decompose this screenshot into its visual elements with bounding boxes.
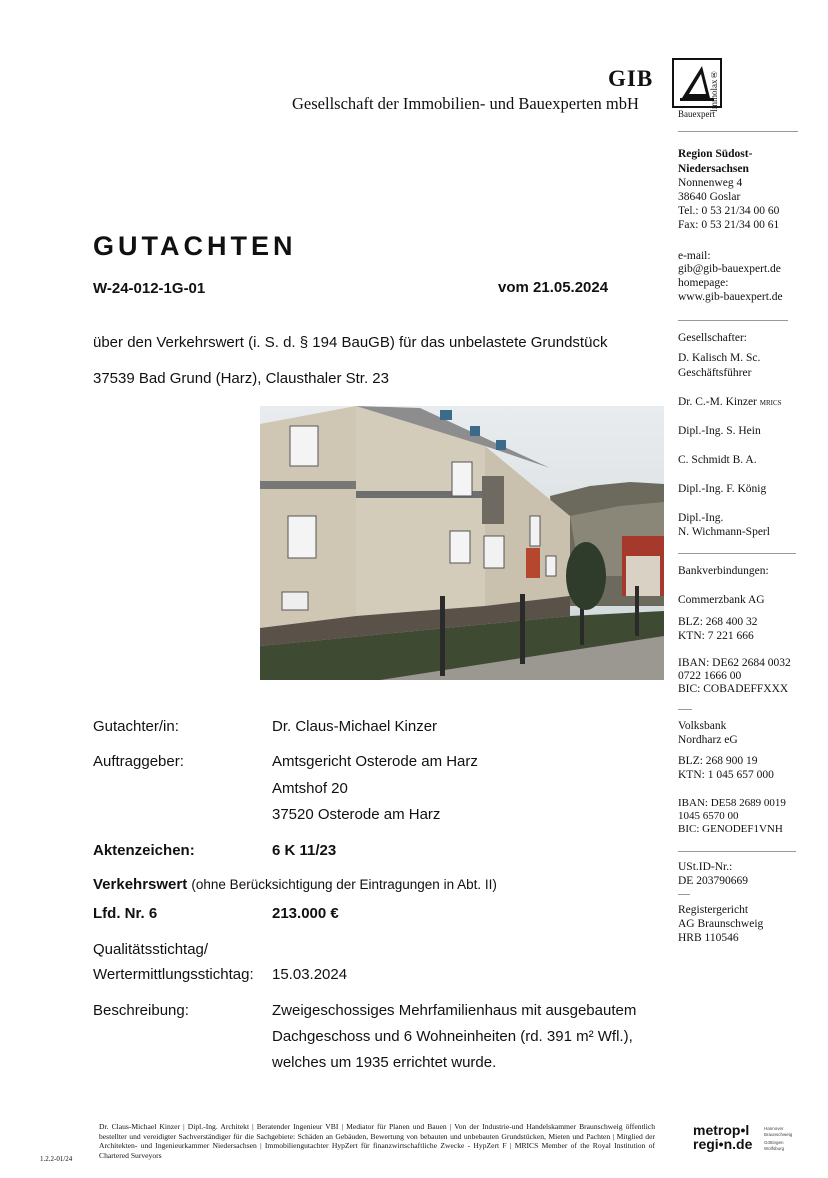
email-link[interactable]: gib@gib-bauexpert.de	[678, 263, 781, 275]
logo-caption: Bauexpert	[678, 109, 715, 119]
region-title-1: Region Südost-	[678, 148, 753, 160]
office-street: Nonnenweg 4	[678, 177, 743, 189]
metropolregion-cities-2: Göttingen Wolfsburg	[764, 1140, 785, 1151]
bank2-name-2: Nordharz eG	[678, 734, 738, 746]
office-tel: Tel.: 0 53 21/34 00 60	[678, 205, 780, 217]
metropolregion-cities-1: Hannover Braunschweig	[764, 1126, 793, 1137]
divider	[678, 851, 796, 852]
bank1-name: Commerzbank AG	[678, 594, 765, 606]
auftraggeber-city: 37520 Osterode am Harz	[272, 806, 441, 823]
partner-kinzer-name: Dr. C.-M. Kinzer	[678, 396, 757, 408]
bank2-ktn: KTN: 1 045 657 000	[678, 769, 774, 781]
verkehrswert-label: Verkehrswert	[93, 876, 188, 893]
divider	[678, 320, 788, 321]
divider	[678, 131, 798, 132]
stichtag-value: 15.03.2024	[272, 966, 348, 983]
company-name: Gesellschaft der Immobilien- und Bauexperten mbH	[292, 94, 639, 113]
partner-hein: Dipl.-Ing. S. Hein	[678, 425, 761, 437]
stichtag-label-2: Wertermittlungsstichtag:	[93, 966, 254, 983]
partner-kalisch: D. Kalisch M. Sc.	[678, 352, 761, 364]
partner-koenig: Dipl.-Ing. F. König	[678, 483, 767, 495]
property-photo	[260, 406, 664, 680]
office-fax: Fax: 0 53 21/34 00 61	[678, 219, 780, 231]
auftraggeber-label: Auftraggeber:	[93, 753, 184, 770]
bank2-blz: BLZ: 268 900 19	[678, 755, 758, 767]
register-hrb: HRB 110546	[678, 932, 739, 944]
gutachter-label: Gutachter/in:	[93, 718, 179, 735]
bank2-iban-2: 1045 6570 00	[678, 810, 739, 822]
homepage-label: homepage:	[678, 277, 729, 289]
auftraggeber-street: Amtshof 20	[272, 780, 348, 797]
beschreibung-label: Beschreibung:	[93, 1002, 189, 1019]
metropolregion-logo-line-1: metrop•l	[693, 1122, 750, 1138]
gib-wordmark: GIB	[608, 66, 654, 91]
ust-label: USt.ID-Nr.:	[678, 861, 733, 873]
verkehrswert-note: (ohne Berücksichtigung der Eintragungen in Abt. II)	[191, 877, 497, 892]
aktenzeichen-label: Aktenzeichen:	[93, 842, 195, 859]
homepage-link[interactable]: www.gib-bauexpert.de	[678, 291, 783, 303]
footer-code: 1.2.2-01/24	[40, 1155, 73, 1163]
bank-label: Bankverbindungen:	[678, 565, 769, 577]
footer-credentials: Dr. Claus-Michael Kinzer | Dipl.-Ing. Architekt | Beratender Ingenieur VBI | Mediator für Planen und Bauen | Von der Industrie-und Handelskammer Braunschweig öffentlich bestellter und vereidigter Sachverständiger für die Sachgebiete: Schäden an Gebäuden, Bewertung von bebauten und unbebauten Grundstücken, Mieten und Pachten | Mitglied der Architekten- und Ingenieurkammer Niedersachsen | Immobiliengutachter HypZert für finanzwirtschaftliche Zwecke - HypZert F | MRICS Member of the Royal Institution of Chartered Surveyors	[99, 1122, 655, 1160]
ust-id: DE 203790669	[678, 875, 748, 887]
building-photo-illustration	[260, 406, 664, 680]
divider	[678, 894, 690, 895]
divider	[678, 553, 796, 554]
lfd-nr-label: Lfd. Nr. 6	[93, 905, 158, 922]
aktenzeichen-value: 6 K 11/23	[272, 842, 337, 859]
beschreibung-line-3: welches um 1935 errichtet wurde.	[272, 1054, 497, 1071]
document-date: vom 21.05.2024	[498, 279, 609, 296]
partner-wichmann: N. Wichmann-Sperl	[678, 526, 770, 538]
partner-kinzer	[678, 396, 782, 410]
verkehrswert-line	[93, 876, 497, 893]
property-address: 37539 Bad Grund (Harz), Clausthaler Str. 23	[93, 370, 389, 387]
register-court: AG Braunschweig	[678, 918, 764, 930]
office-city: 38640 Goslar	[678, 191, 741, 203]
bank2-name-1: Volksbank	[678, 720, 727, 732]
auftraggeber-name: Amtsgericht Osterode am Harz	[272, 753, 478, 770]
stichtag-label-1: Qualitätsstichtag/	[93, 941, 209, 958]
region-title-2: Niedersachsen	[678, 163, 749, 175]
lfd-nr-value: 213.000 €	[272, 905, 339, 922]
email-label: e-mail:	[678, 250, 711, 262]
reference-number: W-24-012-1G-01	[93, 280, 206, 297]
document-title: GUTACHTEN	[93, 231, 297, 261]
partner-schmidt: C. Schmidt B. A.	[678, 454, 757, 466]
bank1-ktn: KTN: 7 221 666	[678, 630, 754, 642]
partner-kinzer-suffix: MRICS	[759, 399, 782, 407]
bank1-blz: BLZ: 268 400 32	[678, 616, 758, 628]
beschreibung-line-2: Dachgeschoss und 6 Wohneinheiten (rd. 391 m² Wfl.),	[272, 1028, 633, 1045]
bank1-iban-1: IBAN: DE62 2684 0032	[678, 657, 791, 669]
bank1-iban-2: 0722 1666 00	[678, 670, 742, 682]
metropolregion-logo-line-2: regi•n.de	[693, 1136, 753, 1152]
beschreibung-line-1: Zweigeschossiges Mehrfamilienhaus mit ausgebautem	[272, 1002, 637, 1019]
divider	[678, 709, 692, 710]
partner-kalisch-role: Geschäftsführer	[678, 367, 752, 379]
gutachter-value: Dr. Claus-Michael Kinzer	[272, 718, 438, 735]
subject-line: über den Verkehrswert (i. S. d. § 194 BauGB) für das unbelastete Grundstück	[93, 334, 608, 351]
partner-wichmann-title: Dipl.-Ing.	[678, 512, 724, 524]
bank2-bic: BIC: GENODEF1VNH	[678, 823, 783, 835]
bank2-iban-1: IBAN: DE58 2689 0019	[678, 797, 786, 809]
logo-vertical-text: Immolax®	[709, 69, 719, 112]
register-label: Registergericht	[678, 904, 749, 916]
bank1-bic: BIC: COBADEFFXXX	[678, 683, 789, 695]
partners-label: Gesellschafter:	[678, 332, 747, 344]
